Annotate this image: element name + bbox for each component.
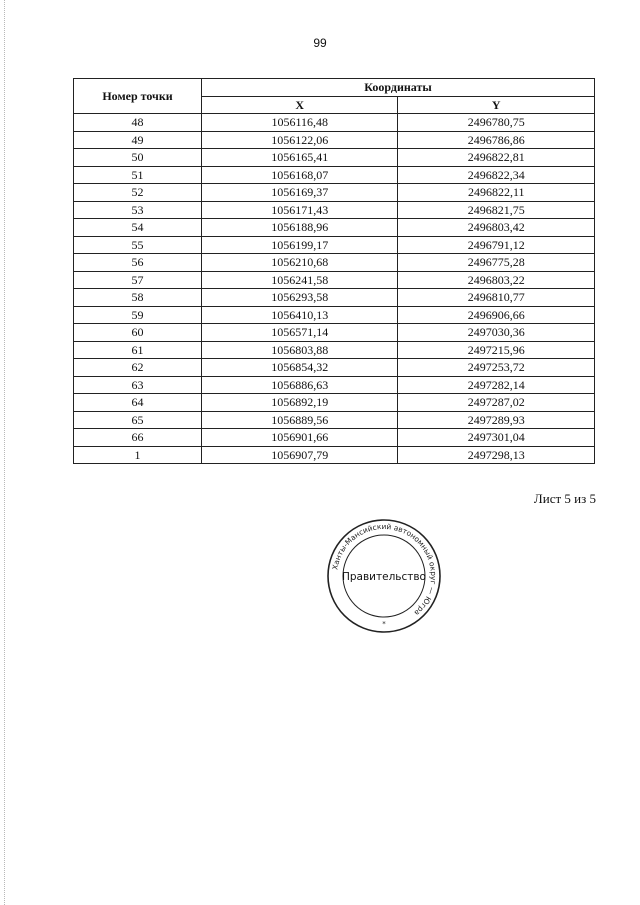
header-point-number: Номер точки [74, 79, 202, 114]
cell-point: 54 [74, 219, 202, 237]
cell-point: 48 [74, 114, 202, 132]
cell-y: 2496786,86 [398, 131, 595, 149]
cell-x: 1056293,58 [202, 289, 398, 307]
cell-y: 2496821,75 [398, 201, 595, 219]
cell-y: 2496822,34 [398, 166, 595, 184]
stamp-ring-text: Ханты-Мансийский автономный округ — Югра [330, 521, 439, 618]
cell-point: 65 [74, 411, 202, 429]
table-row [74, 201, 595, 219]
stamp-star-icon: * [382, 620, 386, 628]
cell-y: 2496803,42 [398, 219, 595, 237]
cell-x: 1056886,63 [202, 376, 398, 394]
table-row [74, 219, 595, 237]
cell-x: 1056892,19 [202, 394, 398, 412]
cell-x: 1056854,32 [202, 359, 398, 377]
cell-x: 1056171,43 [202, 201, 398, 219]
table-row [74, 376, 595, 394]
cell-point: 58 [74, 289, 202, 307]
cell-y: 2497030,36 [398, 324, 595, 342]
cell-x: 1056169,37 [202, 184, 398, 202]
table-row [74, 411, 595, 429]
cell-point: 61 [74, 341, 202, 359]
cell-y: 2497301,04 [398, 429, 595, 447]
table-row [74, 394, 595, 412]
cell-x: 1056168,07 [202, 166, 398, 184]
header-y: Y [398, 96, 595, 114]
table-row [74, 341, 595, 359]
cell-x: 1056116,48 [202, 114, 398, 132]
cell-y: 2496775,28 [398, 254, 595, 272]
cell-x: 1056241,58 [202, 271, 398, 289]
cell-y: 2496803,22 [398, 271, 595, 289]
stamp-center-text: Правительство [342, 571, 426, 583]
cell-y: 2497282,14 [398, 376, 595, 394]
cell-x: 1056210,68 [202, 254, 398, 272]
cell-x: 1056571,14 [202, 324, 398, 342]
cell-point: 56 [74, 254, 202, 272]
header-coordinates: Координаты [202, 79, 595, 97]
cell-point: 59 [74, 306, 202, 324]
coordinates-table [73, 78, 595, 464]
table-row [74, 289, 595, 307]
cell-x: 1056907,79 [202, 446, 398, 464]
table-row [74, 446, 595, 464]
cell-point: 1 [74, 446, 202, 464]
table-row [74, 184, 595, 202]
table-row [74, 359, 595, 377]
table-row [74, 166, 595, 184]
cell-point: 49 [74, 131, 202, 149]
cell-x: 1056165,41 [202, 149, 398, 167]
cell-point: 66 [74, 429, 202, 447]
cell-x: 1056410,13 [202, 306, 398, 324]
table-row [74, 236, 595, 254]
cell-y: 2496791,12 [398, 236, 595, 254]
cell-x: 1056803,88 [202, 341, 398, 359]
cell-point: 55 [74, 236, 202, 254]
cell-point: 57 [74, 271, 202, 289]
government-stamp [326, 518, 442, 634]
table-row [74, 324, 595, 342]
cell-y: 2497253,72 [398, 359, 595, 377]
cell-point: 62 [74, 359, 202, 377]
cell-point: 60 [74, 324, 202, 342]
cell-y: 2496822,81 [398, 149, 595, 167]
cell-point: 51 [74, 166, 202, 184]
cell-point: 63 [74, 376, 202, 394]
sheet-label: Лист 5 из 5 [533, 491, 596, 506]
cell-point: 50 [74, 149, 202, 167]
cell-y: 2497287,02 [398, 394, 595, 412]
cell-x: 1056889,56 [202, 411, 398, 429]
cell-y: 2496822,11 [398, 184, 595, 202]
table-row [74, 149, 595, 167]
coordinates-table-body [74, 114, 595, 464]
cell-x: 1056901,66 [202, 429, 398, 447]
cell-y: 2497215,96 [398, 341, 595, 359]
cell-point: 52 [74, 184, 202, 202]
page-number: 99 [313, 36, 327, 50]
cell-y: 2497289,93 [398, 411, 595, 429]
cell-y: 2496810,77 [398, 289, 595, 307]
table-row [74, 254, 595, 272]
table-row [74, 306, 595, 324]
cell-point: 53 [74, 201, 202, 219]
cell-x: 1056188,96 [202, 219, 398, 237]
cell-x: 1056122,06 [202, 131, 398, 149]
cell-y: 2497298,13 [398, 446, 595, 464]
cell-y: 2496780,75 [398, 114, 595, 132]
cell-point: 64 [74, 394, 202, 412]
table-row [74, 271, 595, 289]
table-row [74, 429, 595, 447]
header-x: X [202, 96, 398, 114]
table-row [74, 131, 595, 149]
page-edge [4, 0, 6, 905]
cell-y: 2496906,66 [398, 306, 595, 324]
cell-x: 1056199,17 [202, 236, 398, 254]
table-row [74, 114, 595, 132]
